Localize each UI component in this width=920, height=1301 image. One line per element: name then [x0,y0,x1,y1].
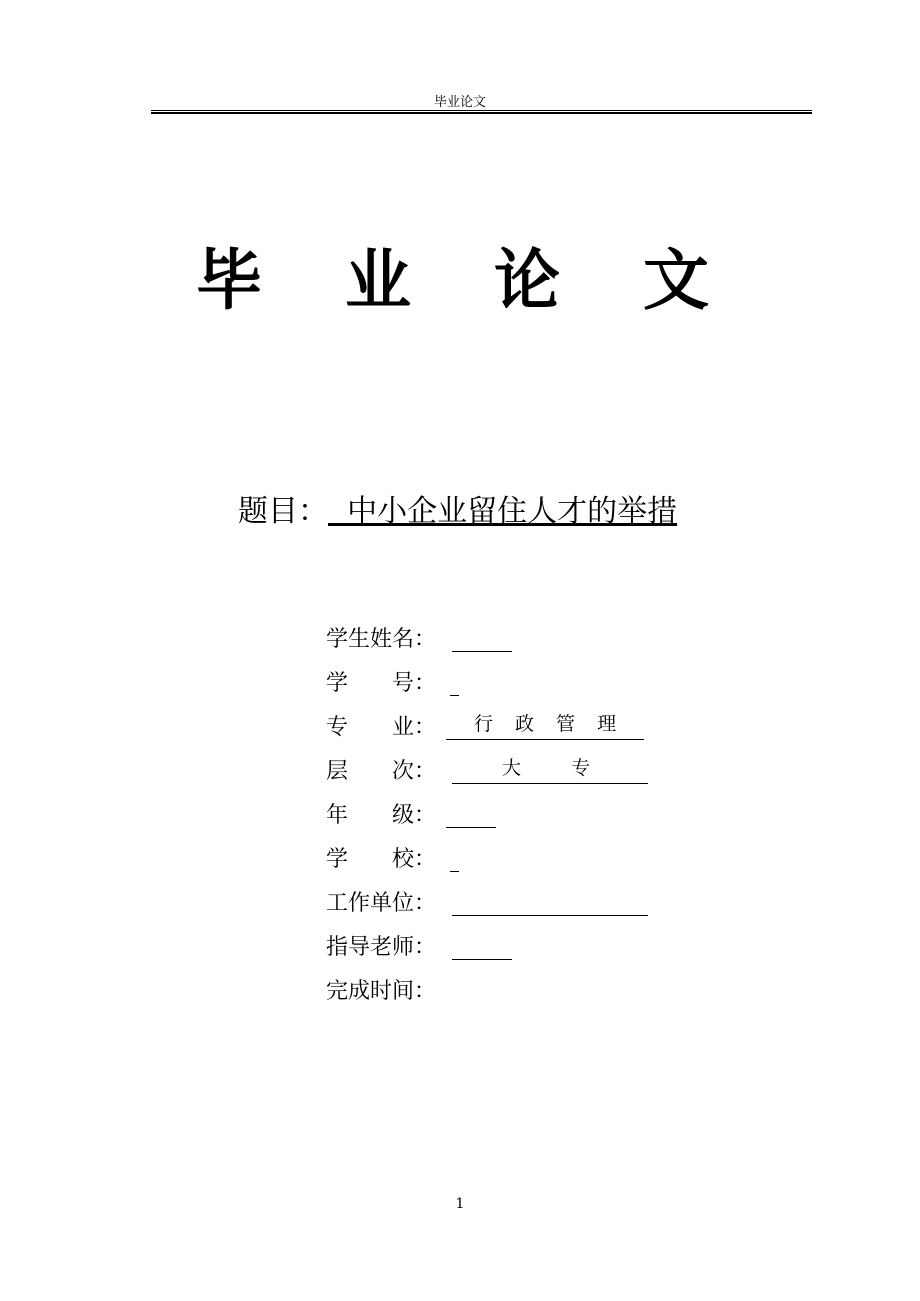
field-label: 指导老师： [326,935,437,960]
field-label: 层 次： [326,759,437,784]
field-work-unit [326,889,436,919]
field-label: 学 校： [326,847,437,872]
page-number: 1 [455,1196,465,1212]
field-student-name [326,625,436,655]
field-blank [452,625,512,652]
topic-value: 中小企业留住人才的举措 [328,494,678,529]
field-blank [446,801,496,828]
header-rule [151,110,812,114]
field-label: 工作单位： [326,891,437,916]
field-major [326,713,625,743]
field-blank [452,933,512,960]
field-blank [446,713,644,740]
field-blank [452,757,648,784]
document-title: 毕 业 论 文 [196,242,739,319]
field-blank [450,845,459,872]
field-label: 年 级： [326,803,437,828]
field-value: 大 专 [502,757,599,779]
field-label: 完成时间： [326,979,437,1004]
field-blank [450,669,459,696]
field-student-id [326,669,436,699]
field-label: 学 号： [326,671,437,696]
field-grade [326,801,436,831]
field-value: 行 政 管 理 [474,713,625,735]
topic-line [238,494,677,530]
topic-label: 题目： [238,494,328,529]
field-blank [452,889,648,916]
running-header: 毕业论文 [433,95,486,110]
field-level [326,757,599,787]
field-label: 学生姓名： [326,627,437,652]
field-advisor [326,933,436,963]
field-completion-time [326,977,436,1007]
field-school [326,845,436,875]
field-label: 专 业： [326,715,437,740]
